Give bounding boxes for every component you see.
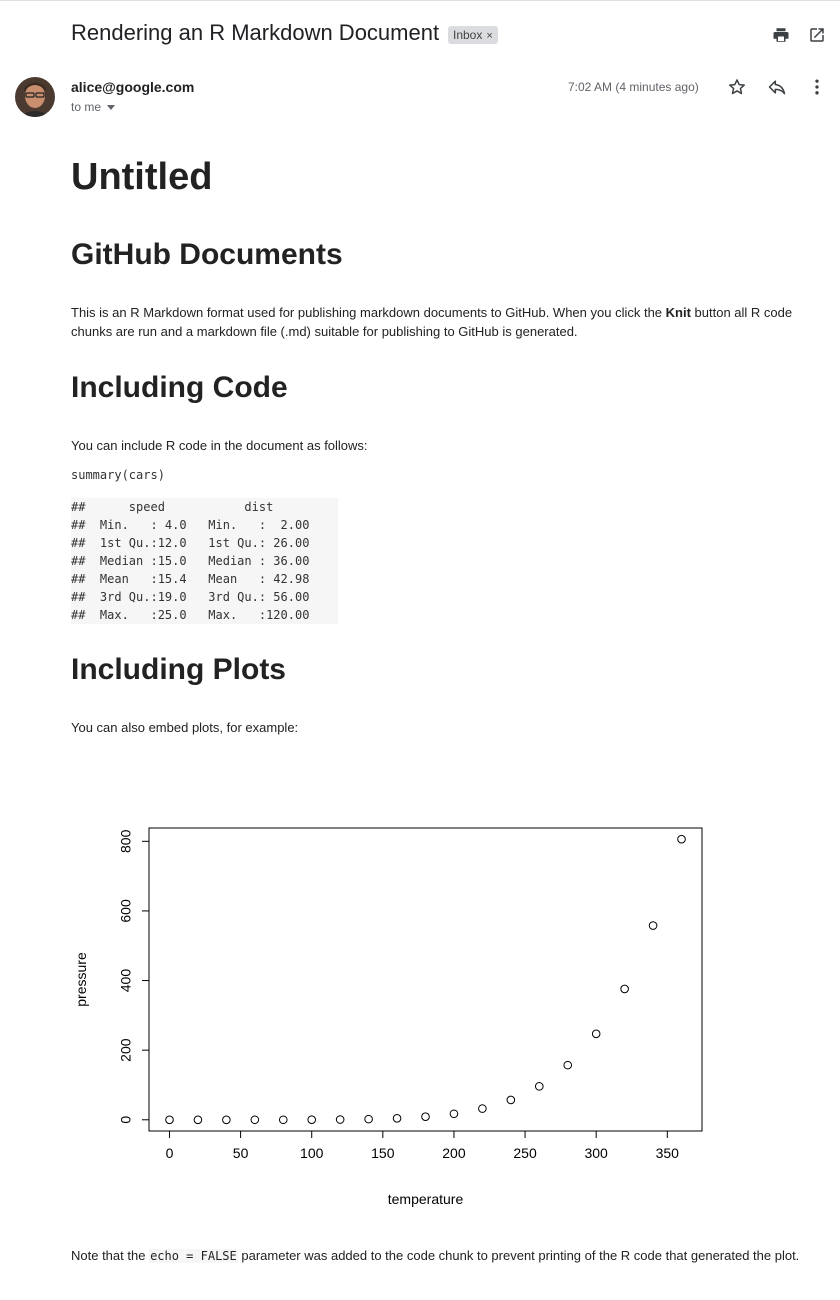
document-title: Untitled: [71, 156, 213, 198]
data-point: [194, 1116, 202, 1124]
x-tick-label: 350: [655, 1145, 679, 1161]
section-heading-github-documents: GitHub Documents: [71, 238, 343, 271]
data-point: [450, 1110, 458, 1118]
x-tick-label: 300: [584, 1145, 608, 1161]
reply-button[interactable]: [765, 75, 789, 99]
data-point: [279, 1116, 287, 1124]
data-point: [336, 1116, 344, 1124]
recipient-details[interactable]: [71, 100, 115, 114]
section-plots-paragraph: You can also embed plots, for example:: [71, 720, 299, 735]
y-tick-label: 0: [117, 1115, 134, 1124]
code-output-line: ## Min. : 4.0 Min. : 2.00: [71, 518, 324, 532]
reply-icon: [767, 77, 787, 97]
section-heading-including-code: Including Code: [71, 371, 288, 404]
chevron-down-icon: [107, 105, 115, 110]
y-tick-label: 600: [117, 899, 134, 923]
code-output-line: ## Median :15.0 Median : 36.00: [71, 554, 324, 568]
star-button[interactable]: [725, 75, 749, 99]
x-tick-label: 0: [165, 1145, 174, 1161]
data-point: [166, 1116, 174, 1124]
section-heading-including-plots: Including Plots: [71, 653, 286, 686]
code-chunk-call: summary(cars): [71, 468, 165, 482]
data-point: [507, 1096, 515, 1104]
x-tick-label: 50: [232, 1145, 249, 1161]
sender-avatar[interactable]: [15, 77, 55, 117]
inbox-label-text: Inbox: [453, 28, 483, 42]
plot-frame: [149, 828, 702, 1131]
email-subject: Rendering an R Markdown Document: [71, 20, 440, 45]
sender-email[interactable]: alice@google.com: [71, 79, 195, 95]
data-point: [308, 1116, 316, 1124]
data-point: [649, 922, 657, 930]
data-point: [592, 1030, 600, 1038]
x-tick-label: 150: [371, 1145, 395, 1161]
y-tick-label: 800: [117, 829, 134, 853]
inbox-label-chip[interactable]: [448, 26, 498, 44]
x-tick-label: 100: [300, 1145, 324, 1161]
recipient-text: to me: [71, 100, 102, 114]
x-tick-label: 200: [442, 1145, 466, 1161]
y-tick-label: 200: [117, 1038, 134, 1062]
y-tick-label: 400: [117, 968, 134, 993]
data-point: [365, 1115, 373, 1123]
data-point: [621, 985, 629, 993]
paragraph-text-before: This is an R Markdown format used for publishing markdown documents to GitHub. When you click the: [71, 305, 666, 320]
code-output-block: [71, 498, 338, 624]
avatar-image: [15, 77, 55, 117]
data-point: [479, 1105, 487, 1113]
pressure-scatter-plot: [71, 770, 761, 1230]
remove-label-icon[interactable]: ×: [486, 30, 493, 42]
open-in-new-window-button[interactable]: [805, 23, 829, 47]
note-text-after: parameter was added to the code chunk to prevent printing of the R code that generated the plot.: [237, 1248, 800, 1263]
data-point: [393, 1115, 401, 1123]
code-output-line: ## 3rd Qu.:19.0 3rd Qu.: 56.00: [71, 590, 324, 604]
data-point: [678, 835, 686, 843]
data-point: [535, 1083, 543, 1091]
code-output-line: ## Mean :15.4 Mean : 42.98: [71, 572, 324, 586]
data-point: [564, 1061, 572, 1069]
open-in-new-window-icon: [808, 26, 826, 44]
email-timestamp: 7:02 AM (4 minutes ago): [568, 80, 699, 94]
code-output-line: ## Max. :25.0 Max. :120.00: [71, 608, 324, 622]
data-point: [251, 1116, 259, 1124]
x-tick-label: 250: [513, 1145, 537, 1161]
note-paragraph: [71, 1248, 799, 1263]
print-icon: [772, 26, 790, 44]
data-point: [422, 1113, 430, 1121]
code-output-line: ## speed dist: [71, 500, 324, 514]
y-axis-label: pressure: [73, 952, 89, 1007]
star-icon: [727, 77, 747, 97]
x-axis-label: temperature: [387, 1191, 464, 1207]
top-divider: [0, 0, 840, 1]
note-text-before: Note that the: [71, 1248, 150, 1263]
code-output-line: ## 1st Qu.:12.0 1st Qu.: 26.00: [71, 536, 324, 550]
data-point: [223, 1116, 231, 1124]
section-code-paragraph: You can include R code in the document as follows:: [71, 438, 368, 453]
print-button[interactable]: [769, 23, 793, 47]
chart-svg: [71, 770, 761, 1230]
more-options-button[interactable]: [805, 75, 829, 99]
knit-bold-text: Knit: [665, 305, 691, 320]
more-vert-icon: [807, 77, 827, 97]
note-inline-code: echo = FALSE: [150, 1249, 237, 1263]
paragraph-text-after: button all R code chunks are run and a markdown file (.md) suitable for publishing to GitHub is generated.: [71, 305, 793, 339]
section-github-paragraph: [71, 303, 811, 341]
